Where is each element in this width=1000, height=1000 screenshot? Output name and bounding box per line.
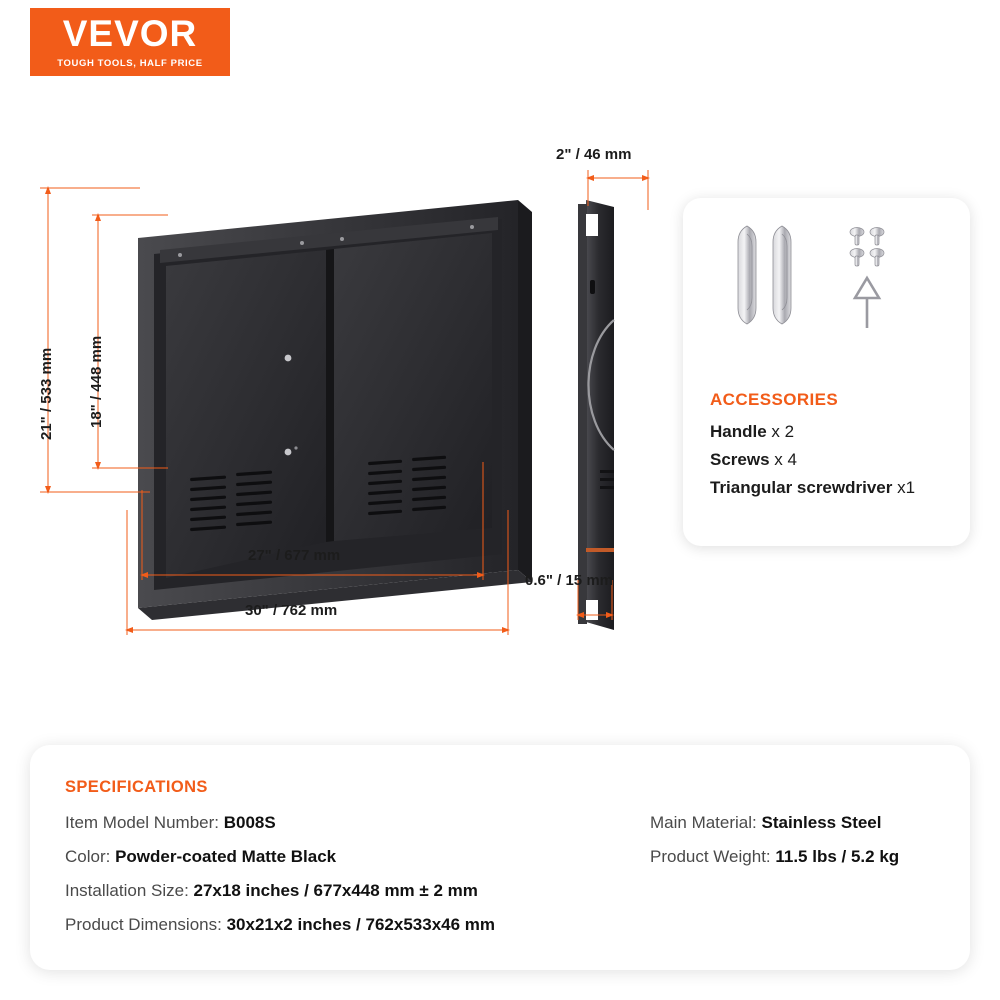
specifications-card [30,745,970,970]
accessories-title: ACCESSORIES [710,390,839,409]
spec-key: Product Dimensions: [65,915,227,934]
dim-install-width: 27" / 677 mm [248,547,341,564]
brand-wordmark: VEVOR [62,13,198,54]
dim-flange-thickness: 0.6" / 15 mm [525,572,613,589]
accessory-qty: x1 [897,478,916,497]
accessory-name: Screws [710,450,770,469]
specifications-title: SPECIFICATIONS [65,778,208,796]
accessory-item [710,422,794,442]
spec-key: Product Weight: [650,847,776,866]
spec-key: Color: [65,847,116,866]
spec-value: Powder-coated Matte Black [115,847,337,866]
accessories-illustration [725,220,940,370]
accessory-item [710,478,915,498]
triangular-screwdriver-icon [855,278,879,328]
technical-drawing [0,110,1000,670]
accessory-qty: x 4 [774,450,797,469]
spec-row-installation-size [65,881,478,901]
accessory-qty: x 2 [771,422,795,441]
spec-key: Installation Size: [65,881,194,900]
spec-row-color [65,847,336,867]
spec-row-main-material [650,813,882,833]
dim-overall-width: 30" / 762 mm [245,602,338,619]
spec-value: B008S [223,813,276,832]
screw-icon [850,228,884,267]
spec-value: 30x21x2 inches / 762x533x46 mm [226,915,496,934]
handle-icon [738,226,756,324]
spec-key: Main Material: [650,813,762,832]
spec-row-model [65,813,276,833]
accessory-name: Triangular screwdriver [710,478,893,497]
spec-key: Item Model Number: [65,813,224,832]
accessories-card [683,198,970,546]
brand-tagline: TOUGH TOOLS, HALF PRICE [57,58,203,69]
dim-overall-height: 21" / 533 mm [38,347,55,440]
spec-value: Stainless Steel [761,813,882,832]
accessory-name: Handle [710,422,767,441]
spec-value: 27x18 inches / 677x448 mm ± 2 mm [193,881,478,900]
spec-row-product-weight [650,847,899,867]
dim-depth: 2" / 46 mm [556,146,632,163]
spec-value: 11.5 lbs / 5.2 kg [775,847,900,866]
vevor-logo [30,8,230,76]
handle-icon [773,226,791,324]
dim-install-height: 18" / 448 mm [88,335,105,428]
accessory-item [710,450,797,470]
spec-row-product-dimensions [65,915,495,935]
